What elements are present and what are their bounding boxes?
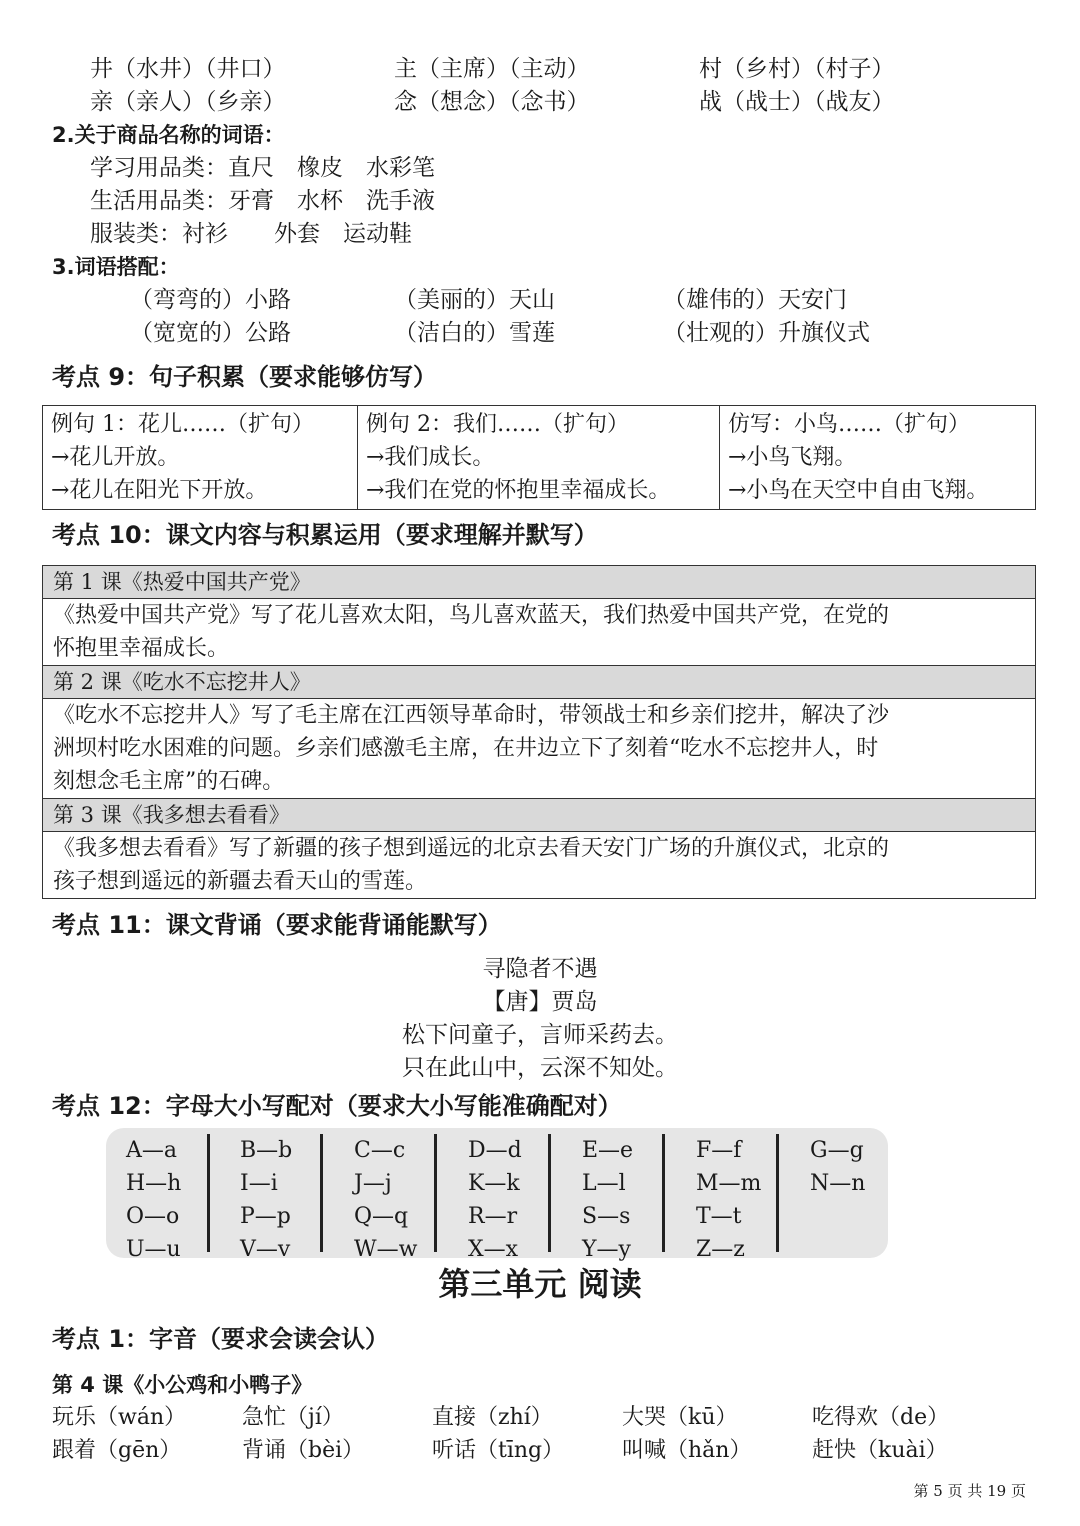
letter-column <box>106 1134 220 1266</box>
letter-pair: U—u <box>126 1237 181 1262</box>
sentence-line: →我们成长。 <box>366 445 495 470</box>
word-group: 村（乡村）（村子） <box>699 56 895 82</box>
sentence-cell <box>43 406 358 510</box>
column-divider <box>662 1134 665 1252</box>
pinyin-word: 听话（tīng） <box>432 1438 565 1463</box>
collocation: （美丽的）天山 <box>394 287 555 313</box>
word-group-row <box>90 53 1050 85</box>
section-heading: 考点 9：句子积累（要求能够仿写） <box>52 363 438 391</box>
lesson-line: 《吃水不忘挖井人》写了毛主席在江西领导革命时，带领战士和乡亲们挖井，解决了沙 <box>53 703 890 728</box>
sentence-line: 例句 2：我们……（扩句） <box>366 412 629 437</box>
lesson-line: 洲坝村吃水困难的问题。乡亲们感激毛主席，在井边立下了刻着“吃水不忘挖井人，时 <box>53 736 879 761</box>
lesson-content <box>43 832 1035 898</box>
word-group-row <box>90 86 1050 118</box>
section-heading: 3.词语搭配： <box>52 255 180 279</box>
sentence-line: →花儿开放。 <box>51 445 180 470</box>
letter-pair: R—r <box>468 1204 518 1229</box>
section-heading: 考点 12：字母大小写配对（要求大小写能准确配对） <box>52 1092 622 1120</box>
letter-pair: D—d <box>468 1138 522 1163</box>
product-line: 服装类：衬衫 外套 运动鞋 <box>90 221 412 247</box>
collocation: （弯弯的）小路 <box>130 287 291 313</box>
letter-pair: V—v <box>240 1237 291 1262</box>
letter-pair: Y—y <box>582 1237 631 1262</box>
word-group: 井（水井）（井口） <box>90 56 286 82</box>
column-divider <box>320 1134 323 1252</box>
letter-column <box>676 1134 790 1266</box>
pinyin-word: 直接（zhí） <box>432 1405 553 1430</box>
sentence-line: →花儿在阳光下开放。 <box>51 478 268 503</box>
letter-pair: Z—z <box>696 1237 745 1262</box>
pinyin-word: 吃得欢（de） <box>812 1405 950 1430</box>
section-heading: 考点 11：课文背诵（要求能背诵能默写） <box>52 911 502 939</box>
letter-pair: C—c <box>354 1138 406 1163</box>
lesson-table <box>42 565 1036 899</box>
letter-pair: Q—q <box>354 1204 409 1229</box>
lesson-line: 《我多想去看看》写了新疆的孩子想到遥远的北京去看天安门广场的升旗仪式，北京的 <box>53 836 890 861</box>
pinyin-word: 大哭（kū） <box>622 1405 738 1430</box>
collocation: （洁白的）雪莲 <box>394 320 555 346</box>
section-heading: 考点 10：课文内容与积累运用（要求理解并默写） <box>52 521 598 549</box>
letter-pair: L—l <box>582 1171 626 1196</box>
pinyin-word: 急忙（jí） <box>242 1405 344 1430</box>
letter-pair: H—h <box>126 1171 182 1196</box>
unit-title: 第三单元 阅读 <box>438 1265 642 1303</box>
sentence-line: →小鸟飞翔。 <box>728 445 857 470</box>
letter-pair: X—x <box>468 1237 519 1262</box>
letter-pair: T—t <box>696 1204 742 1229</box>
word-group: 念（想念）（念书） <box>394 89 590 115</box>
letter-pair-grid <box>106 1128 888 1262</box>
letter-column <box>220 1134 334 1266</box>
lesson-title: 第 3 课《我多想去看看》 <box>43 799 1035 832</box>
letter-pair: B—b <box>240 1138 293 1163</box>
word-group: 亲（亲人）（乡亲） <box>90 89 286 115</box>
section-heading: 2.关于商品名称的词语： <box>52 123 285 147</box>
sentence-cell <box>720 406 1036 510</box>
lesson-heading: 第 4 课《小公鸡和小鸭子》 <box>52 1373 313 1397</box>
letter-pair: W—w <box>354 1237 418 1262</box>
lesson-title: 第 2 课《吃水不忘挖井人》 <box>43 666 1035 699</box>
lesson-line: 怀抱里幸福成长。 <box>53 636 230 661</box>
poem-line: 松下问童子，言师采药去。 <box>402 1022 678 1048</box>
column-divider <box>548 1134 551 1252</box>
letter-pair: F—f <box>696 1138 742 1163</box>
product-line: 学习用品类：直尺 橡皮 水彩笔 <box>90 155 435 181</box>
letter-pair: E—e <box>582 1138 634 1163</box>
lesson-line: 刻想念毛主席”的石碑。 <box>53 769 285 794</box>
letter-column <box>334 1134 448 1266</box>
sentence-line: →小鸟在天空中自由飞翔。 <box>728 478 989 503</box>
collocation-row <box>130 284 1080 316</box>
sentence-line: →我们在党的怀抱里幸福成长。 <box>366 478 671 503</box>
lesson-content <box>43 599 1035 666</box>
collocation: （壮观的）升旗仪式 <box>663 320 870 346</box>
word-group: 主（主席）（主动） <box>394 56 590 82</box>
poem-title: 寻隐者不遇 <box>482 956 598 982</box>
letter-pair: M—m <box>696 1171 762 1196</box>
pinyin-word: 叫喊（hǎn） <box>622 1438 752 1463</box>
collocation: （雄伟的）天安门 <box>663 287 847 313</box>
word-group: 战（战士）（战友） <box>699 89 895 115</box>
pinyin-word: 玩乐（wán） <box>52 1405 187 1430</box>
poem-line: 只在此山中，云深不知处。 <box>402 1055 678 1081</box>
lesson-title: 第 1 课《热爱中国共产党》 <box>43 566 1035 599</box>
letter-column <box>562 1134 676 1266</box>
letter-pair: G—g <box>810 1138 864 1163</box>
letter-pair: P—p <box>240 1204 291 1229</box>
pinyin-word: 跟着（gēn） <box>52 1438 182 1463</box>
pinyin-word: 背诵（bèi） <box>242 1438 365 1463</box>
collocation: （宽宽的）公路 <box>130 320 291 346</box>
column-divider <box>434 1134 437 1252</box>
lesson-line: 孩子想到遥远的新疆去看天山的雪莲。 <box>53 869 428 894</box>
poem-author: 【唐】贾岛 <box>482 989 598 1015</box>
letter-pair: S—s <box>582 1204 631 1229</box>
column-divider <box>776 1134 779 1252</box>
letter-pair: N—n <box>810 1171 866 1196</box>
column-divider <box>207 1134 210 1252</box>
letter-pair: I—i <box>240 1171 278 1196</box>
sentence-cell <box>358 406 720 510</box>
letter-pair: J—j <box>354 1171 392 1196</box>
sentence-table <box>42 405 1036 510</box>
collocation-row <box>130 317 1080 349</box>
letter-pair: A—a <box>126 1138 178 1163</box>
product-line: 生活用品类：牙膏 水杯 洗手液 <box>90 188 435 214</box>
lesson-content <box>43 699 1035 799</box>
letter-pair: O—o <box>126 1204 180 1229</box>
letter-column <box>448 1134 562 1266</box>
sentence-line: 例句 1：花儿……（扩句） <box>51 412 314 437</box>
page-number: 第 5 页 共 19 页 <box>913 1482 1026 1500</box>
letter-column <box>790 1134 904 1200</box>
pinyin-word: 赶快（kuài） <box>812 1438 948 1463</box>
letter-pair: K—k <box>468 1171 520 1196</box>
lesson-line: 《热爱中国共产党》写了花儿喜欢太阳，鸟儿喜欢蓝天，我们热爱中国共产党，在党的 <box>53 603 890 628</box>
sentence-line: 仿写：小鸟……（扩句） <box>728 412 971 437</box>
section-heading: 考点 1：字音（要求会读会认） <box>52 1325 390 1353</box>
